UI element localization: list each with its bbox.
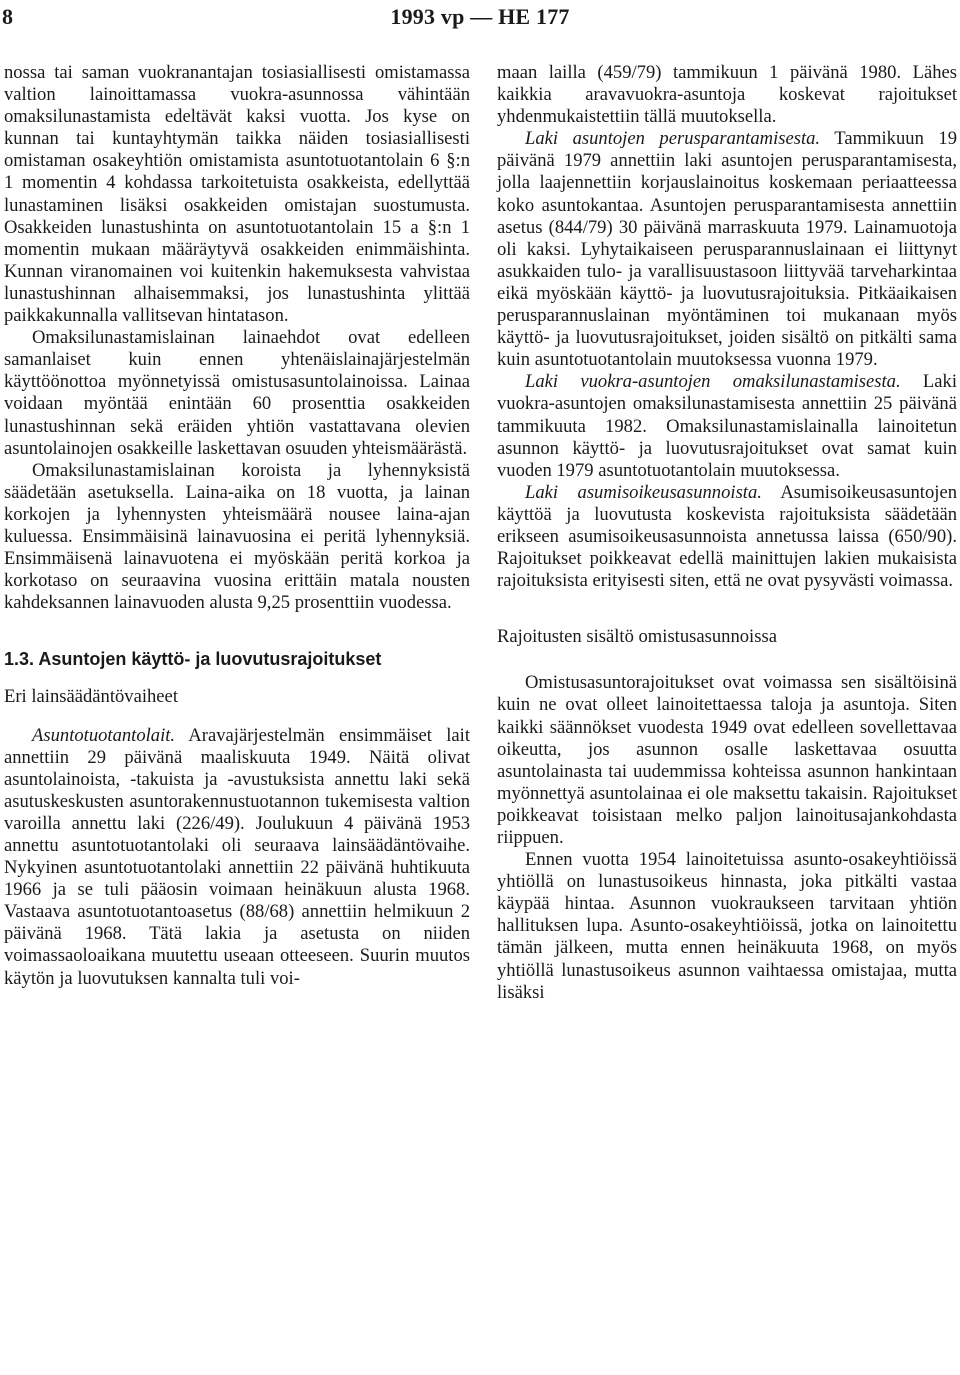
paragraph [4, 725, 470, 990]
paragraph-lead-italic: Asuntotuotantolait. [32, 724, 176, 746]
paragraph-body: Tammikuun 19 päivänä 1979 annettiin laki asuntojen perusparantamisesta, jolla laajennettiin korjauslainoitus koskemaan periaatteessa koko asuntokantaa. Asuntojen perusparantamisesta annettiin asetus (844/79) 30 päivänä marraskuuta 1979. Lainamuotoja oli kaksi. Lyhytaikaiseen perusparannuslainaan ei liittynyt asukkaiden tulo- ja varallisuustasoon liittyvää tarveharkintaa eikä myöskään käyttö- ja luovutusrajoituksia. Pitkäaikaisen perusparannuslainan myöntäminen toi mukanaan myös käyttö- ja luovutusrajoitukset, joiden sisältö on pitkälti sama kuin asuntotuotantolain muutoksessa vuonna 1979. [497, 128, 957, 371]
paragraph-lead-italic: Laki asumisoikeusasunnoista. [525, 481, 762, 503]
page-header [0, 4, 960, 34]
paragraph-body: Laki vuokra-asuntojen omaksilunastamisesta annettiin 25 päivänä tammikuuta 1982. Omaksilunastamislainalla lainoitetun asunnon käyttö- ja luovutusrajoitukset ovat samat kuin vuoden 1979 asuntotuotantolain muutoksessa. [497, 371, 957, 481]
paragraph [497, 371, 957, 481]
paragraph: nossa tai saman vuokranantajan tosiasiallisesti omistamassa valtion lainoittamassa vuokra-asunnossa vähintään omaksilunastamista edeltävät kaksi vuotta. Jos kyse on kunnan tai kuntayhtymän taikka näiden tosiasiallisesti omistaman osakeyhtiön omistamista asuntotuotantolain 6 §:n 1 momentin 4 kohdassa tarkoitetuista osakkeista, edellyttää lunastaminen lisäksi osakkeiden omistajan suostumusta. Osakkeiden lunastushinta on asuntotuotantolain 15 a §:n 1 momentin mukaan määräytyvä osakkeiden enimmäishinta. Kunnan viranomainen voi kuitenkin hakemuksesta vahvistaa lunastushinnan alhaisemmaksi, jos lunastushinta ylittää paikkakunnalla vallitsevan hintatason. [4, 62, 470, 327]
paragraph-body: Asumisoikeusasuntojen käyttöä ja luovutusta koskevista rajoituksista säädetään erikseen asumisoikeusasunnoista annetussa laissa (650/90). Rajoitukset poikkeavat edellä mainittujen lakien mukaisista rajoituksista erityisesti siten, että ne ovat pysyvästi voimassa. [497, 481, 957, 592]
paragraph: Omistusasuntorajoitukset ovat voimassa sen sisältöisinä kuin ne ovat olleet lainoitettaessa taloja ja asuntoja. Siten kaikki säännökset vuodesta 1949 ovat edelleen sovellettavaa oikeutta, jos asunnon osalle laskettavaa osuutta asuntolainasta tai uudemmissa kohteissa asunnon hankintaan myönnettyä asuntolainaa ei ole maksettu takaisin. Rajoitukset poikkeavat toisistaan melko paljon lainoitusajankohdasta riippuen. [497, 672, 957, 848]
paragraph-body: Aravajärjestelmän ensimmäiset lait annettiin 29 päivänä maaliskuuta 1949. Näitä olivat asuntolainoista, -takuista ja -avustuksista annettu laki sekä asutuskeskusten asuntorakennustuotannon tukemisesta valtion varoilla annettu laki (226/49). Joulukuun 4 päivänä 1953 annettu asuntotuotantolaki oli seuraava lainsäädäntövaihe. Nykyinen asuntotuotantolaki annettiin 22 päivänä huhtikuuta 1966 ja se tuli pääosin voimaan heinäkuun alusta 1968. Vastaava asuntotuotantoasetus (88/68) annettiin helmikuun 2 päivänä 1968. Tätä lakia ja asetusta on niiden voimassaoloaikana muutettu useaan otteeseen. Suurin muutos käytön ja luovutuksen kannalta tuli voi- [4, 724, 470, 989]
sub-heading: Rajoitusten sisältö omistusasunnoissa [497, 626, 777, 648]
paragraph: Ennen vuotta 1954 lainoitetuissa asunto-osakeyhtiöissä yhtiöllä on lunastusoikeus hinnasta, joka pitkälti vastaa käypää hintaa. Asunnon vuokraukseen tarvitaan yhtiön hallituksen lupa. Asunto-osakeyhtiöissä, jotka on lainoitettu tämän jälkeen, mutta ennen heinäkuuta 1968, on myös yhtiöllä lunastusoikeus asunnon vaihtaessa omistajaa, mutta lisäksi [497, 849, 957, 1003]
running-head: 1993 vp — HE 177 [390, 4, 570, 29]
paragraph [497, 128, 957, 371]
right-column [497, 62, 957, 1004]
paragraph-lead-italic: Laki asuntojen perusparantamisesta. [525, 128, 821, 150]
paragraph: Omaksilunastamislainan koroista ja lyhennyksistä säädetään asetuksella. Laina-aika on 18 vuotta, ja lainan korkojen ja lyhennysten yhteismäärä nousee laina-ajan kuluessa. Ensimmäisinä lainavuosina ei peritä lyhennyksiä. Ensimmäisenä lainavuotena ei myöskään peritä korkoa ja korkotaso on seuraavina vuosina erittäin matala nousten kahdeksannen lainavuoden alusta 9,25 prosenttiin vuodessa. [4, 459, 470, 614]
paragraph: maan lailla (459/79) tammikuun 1 päivänä 1980. Lähes kaikkia aravavuokra-asuntoja koskevat rajoitukset yhdenmukaistettiin tällä muutoksella. [497, 62, 957, 128]
paragraph-lead-italic: Laki vuokra-asuntojen omaksilunastamisesta. [525, 371, 901, 393]
sub-heading: Eri lainsäädäntövaiheet [4, 686, 178, 708]
page-number: 8 [2, 4, 13, 29]
paragraph: Omaksilunastamislainan lainaehdot ovat edelleen samanlaiset kuin ennen yhtenäislainajärjestelmän käyttöönottoa myönnetyissä omistusasuntolainoissa. Lainaa voidaan myöntää enintään 60 prosenttia osakkeiden lunastushinnan sekä eräiden yhtiön vastattavana olevien asuntolainojen osakkeille laskettavan osuuden yhteismäärästä. [4, 327, 470, 459]
paragraph [497, 482, 957, 592]
left-column [4, 62, 470, 990]
section-heading: 1.3. Asuntojen käyttö- ja luovutusrajoitukset [4, 649, 382, 670]
